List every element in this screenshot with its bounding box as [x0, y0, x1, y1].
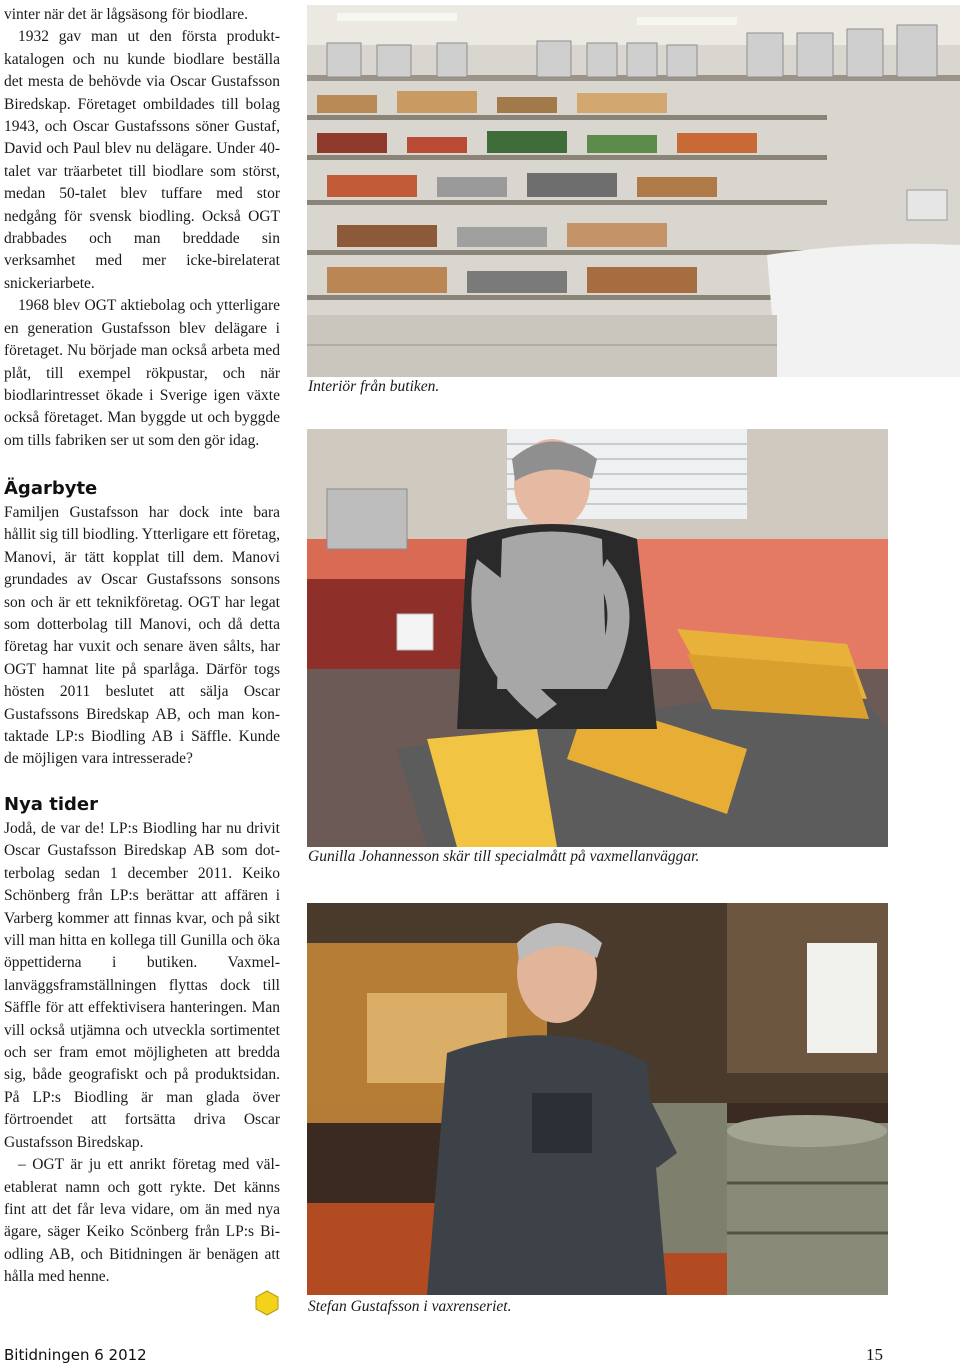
intro-paragraph-3: 1968 blev OGT aktiebolag och ytterligare en generation Gustafsson blev delägare i företaget. Nu började man också arbeta med plåt, till exempel rökpustar, och när biodlarintresset ökade i Sverige igen växte också företaget. Man byggde ut och byggde om tills fabriken ser ut som den gör idag. [4, 297, 280, 449]
stefan-wax-refinery-photo [307, 903, 888, 1295]
section-heading-nya-tider: Nya tider [4, 794, 98, 815]
agarbyte-paragraph: Familjen Gustafsson har dock inte bara hållit sig till biodling. Ytterligare ett företag, Manovi, är tätt kopplat till dem. Manovi grundades av Oscar Gustafssons sonsons son och är ett teknikföretag. OGT har legat som dotterbolag till Manovi, och då detta företag har vuxit och senare även sålts, har OGT hamnat lite på sparlåga. Därför togs hösten 2011 beslutet att sälja Oscar Gustafssons Biredskap AB, och man kontaktade LP:s Biodling AB i Säffle. Kunde de möjligen vara intresserade? [4, 504, 280, 768]
shop-interior-photo [307, 5, 960, 377]
page-number: 15 [866, 1345, 883, 1364]
caption-shop-photo: Interiör från butiken. [308, 378, 440, 395]
section-body-nya-tider [4, 818, 280, 1289]
nya-tider-paragraph: Jodå, de var de! LP:s Biodling har nu drivit Oscar Gustafsson Biredskap AB som dotterbolag sedan 1 december 2011. Keiko Schönberg från LP:s berättar att affären i Varberg kommer att finnas kvar, och på sikt vill man hitta en kollega till Gunilla och öka öppettiderna i butiken. Vaxmellanväggsframställningen flyttas dock till Säffle för att effektivisera hanteringen. Man vill också utjämna och utveckla sortimentet och ser fram emot möjligheten att bredda sig, både geografiskt och på produktsidan. På LP:s Biodling är man glada över förtroendet att fortsätta driva Oscar Gustafsson Biredskap. [4, 820, 280, 1151]
hexagon-icon [254, 1290, 280, 1316]
gunilla-wax-cutting-photo [307, 429, 888, 847]
intro-text [4, 4, 280, 452]
caption-gunilla-photo: Gunilla Johannesson skär till specialmått på vaxmellanväggar. [308, 848, 700, 865]
nya-tider-quote: – OGT är ju ett anrikt företag med väletablerat namn och gott rykte. Det känns fint att det får leva vidare, om än med nya ägare, säger Keiko Scönberg från LP:s Biodling AB, och Bitidningen är benägen att hålla med henne. [4, 1156, 280, 1286]
intro-paragraph-2: 1932 gav man ut den första produktkatalogen och nu kunde biodlare beställa det mesta de behövde via Oscar Gustafsson Biredskap. Företaget ombildades till bolag 1943, och Oscar Gustafssons söner Gustaf, David och Paul blev nu delägare. Under 40-talet var träarbetet till biodlare som störst, medan 50-talet blev tuffare med stor nedgång för svensk biodling. Också OGT drabbades och man breddade sin verksamhet med mer icke-birelaterat snickeriarbete. [4, 28, 280, 292]
section-body-agarbyte [4, 502, 280, 771]
caption-stefan-photo: Stefan Gustafsson i vaxrenseriet. [308, 1298, 512, 1315]
section-heading-agarbyte: Ägarbyte [4, 478, 98, 499]
footer-magazine-issue: Bitidningen 6 2012 [4, 1346, 147, 1364]
intro-paragraph-1: vinter när det är lågsäsong för biodlare. [4, 6, 249, 23]
